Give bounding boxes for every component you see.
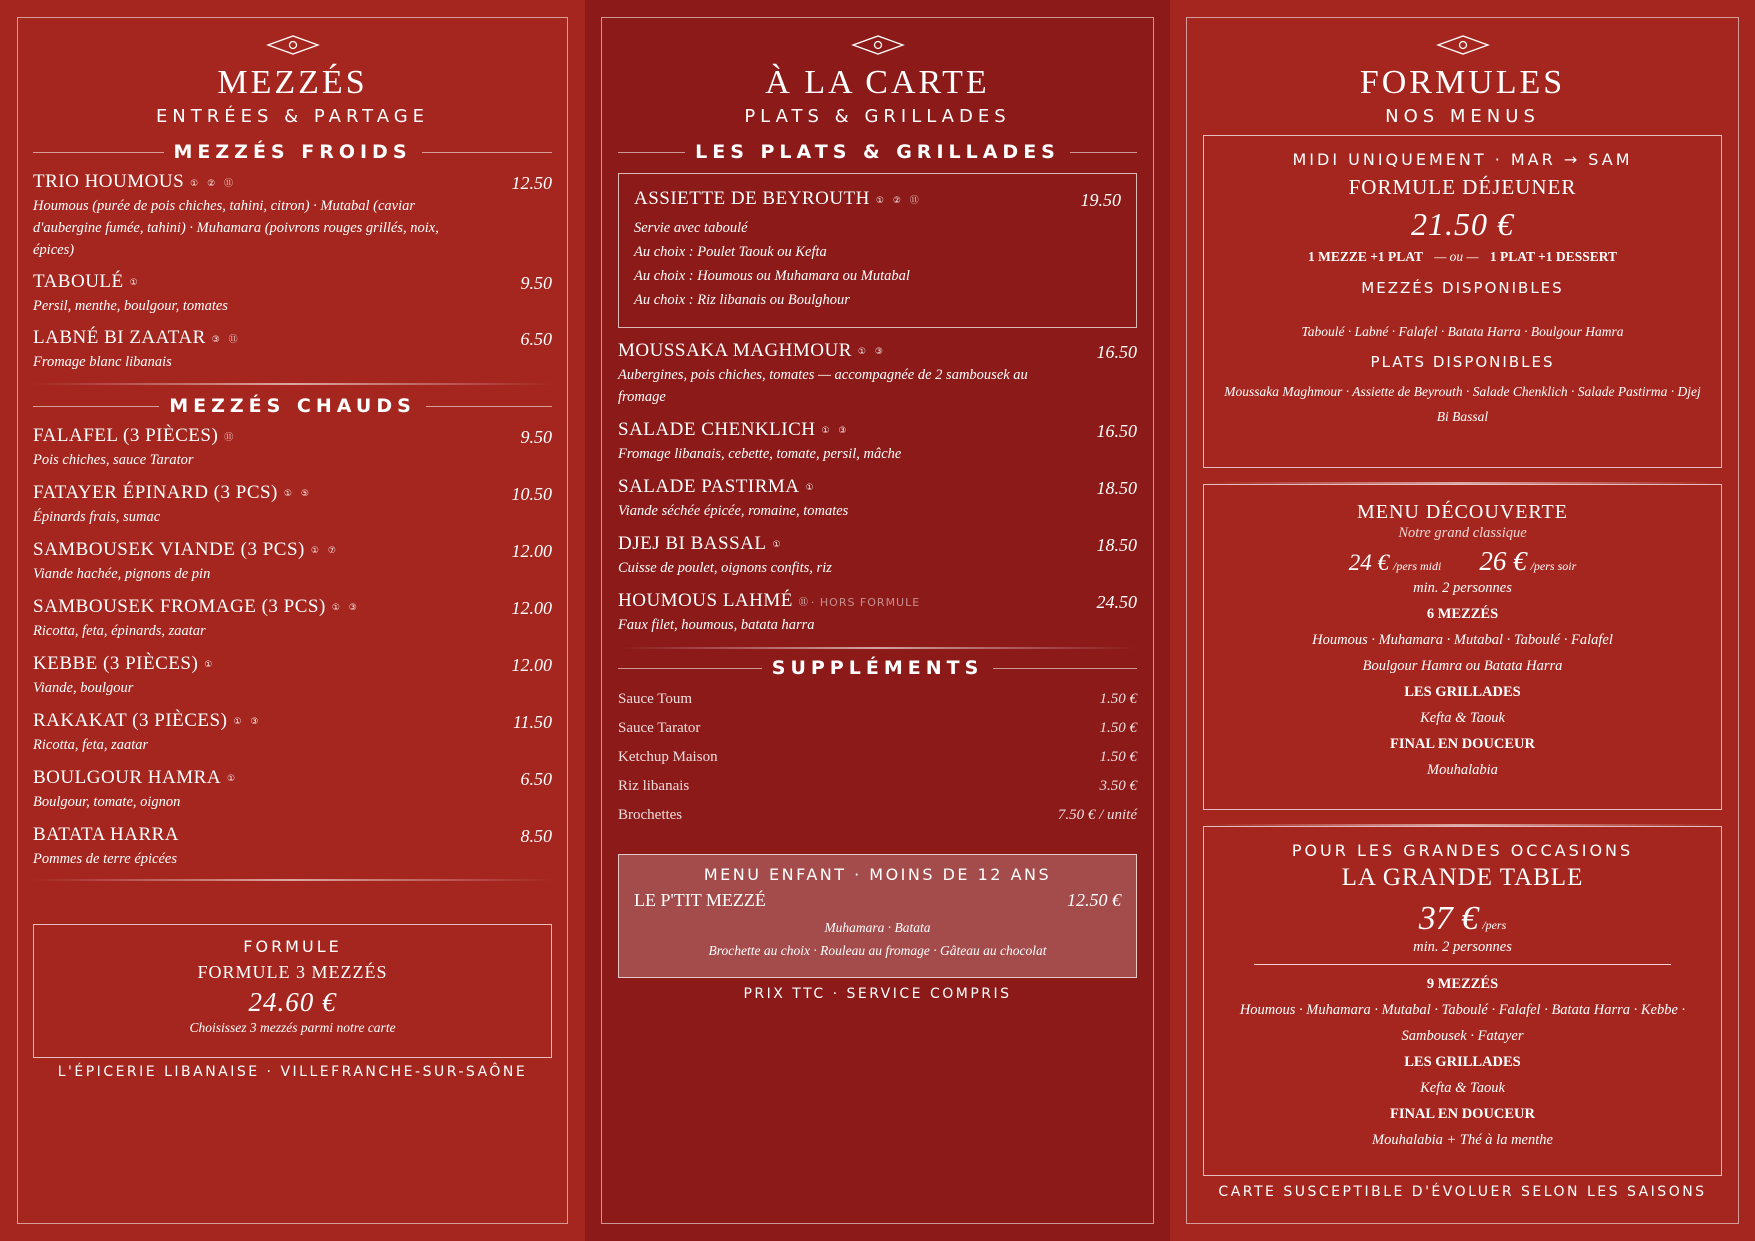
page-subtitle: ENTRÉES & PARTAGE <box>155 106 430 127</box>
menu-heading: FINAL EN DOUCEUR <box>1389 1106 1535 1122</box>
divider <box>33 383 552 385</box>
section-heading: SUPPLÉMENTS <box>618 655 1137 681</box>
supplement-row <box>618 749 1137 778</box>
item-name: BOULGOUR HAMRA <box>33 767 222 788</box>
decouverte-box <box>1203 484 1722 810</box>
menu-item <box>618 476 1137 522</box>
supplement-row <box>618 691 1137 720</box>
menu-line: Houmous · Muhamara · Mutabal · Taboulé · Falafel <box>1312 632 1613 648</box>
menu-line: Mouhalabia <box>1427 762 1498 778</box>
supplement-name: Riz libanais <box>618 778 690 794</box>
grande-table-box <box>1203 826 1722 1176</box>
item-price: 11.50 <box>512 712 552 732</box>
allergen-icons: ① <box>227 773 239 784</box>
item-price: 18.50 <box>1096 478 1137 498</box>
grande-price-row <box>1204 900 1721 938</box>
allergen-icons: ⑪ <box>798 598 811 608</box>
item-name: LABNÉ BI ZAATAR <box>33 327 206 348</box>
formule-price: 24.60 € <box>248 987 337 1017</box>
menu-item <box>33 425 552 471</box>
menu-heading: FINAL EN DOUCEUR <box>1389 736 1535 752</box>
decouverte-tagline: Notre grand classique <box>1398 525 1527 541</box>
item-price: 19.50 <box>1080 190 1121 210</box>
page-title: FORMULES <box>1359 64 1566 101</box>
panel-formules <box>1170 0 1755 1241</box>
item-price: 24.50 <box>1096 592 1137 612</box>
item-description: Cuisse de poulet, oignons confits, riz <box>618 560 832 576</box>
menu-heading: LES GRILLADES <box>1404 684 1521 700</box>
allergen-icons: ⑪ <box>224 433 237 443</box>
supplement-name: Sauce Toum <box>618 691 693 707</box>
supplement-name: Sauce Tarator <box>618 720 701 736</box>
hors-formule-label: · HORS FORMULE <box>810 596 921 609</box>
item-price: 8.50 <box>520 826 552 846</box>
allergen-icons: ① ③ <box>331 602 360 613</box>
item-name: SAMBOUSEK VIANDE (3 PCS) <box>33 539 305 560</box>
cold-list <box>33 171 552 373</box>
divider <box>1254 964 1671 965</box>
menu-item <box>33 539 552 585</box>
item-description: Fromage libanais, cebette, tomate, persil, mâche <box>618 446 902 462</box>
featured-line: Au choix : Riz libanais ou Boulghour <box>634 292 850 308</box>
item-description: Faux filet, houmous, batata harra <box>618 617 815 633</box>
decouverte-min: min. 2 personnes <box>1413 580 1512 596</box>
grande-min: min. 2 personnes <box>1413 939 1512 955</box>
plats-section <box>618 139 1137 836</box>
kids-price: 12.50 € <box>1067 890 1121 910</box>
allergen-icons: ① <box>772 539 784 550</box>
kids-menu-box <box>618 854 1137 978</box>
item-name: TRIO HOUMOUS <box>33 171 185 192</box>
menu-item <box>33 596 552 642</box>
supplement-row <box>618 807 1137 836</box>
item-name: TABOULÉ <box>33 271 124 292</box>
grande-price: 37 € <box>1418 900 1479 937</box>
featured-line: Au choix : Poulet Taouk ou Kefta <box>634 244 827 260</box>
item-price: 6.50 <box>520 769 552 789</box>
lunch-box <box>1203 135 1722 468</box>
kids-name: LE P'TIT MEZZÉ <box>634 890 766 910</box>
kids-item <box>634 890 1121 916</box>
menu-item <box>618 590 1137 636</box>
allergen-icons: ① ② ⑪ <box>190 179 237 189</box>
panel-carte <box>585 0 1170 1241</box>
plats-list: Moussaka Maghmour · Assiette de Beyrouth · Salade Chenklich · Salade Pastirma · Djej Bi Bassal <box>1224 384 1701 424</box>
menu-line: Kefta & Taouk <box>1420 710 1505 726</box>
allergen-icons: ① <box>129 277 141 288</box>
allergen-icons: ① ③ <box>233 716 262 727</box>
featured-lines <box>634 216 1121 312</box>
item-name: FATAYER ÉPINARD (3 PCS) <box>33 482 278 503</box>
item-name: ASSIETTE DE BEYROUTH <box>634 188 870 209</box>
lunch-price: 21.50 € <box>1411 206 1514 242</box>
item-price: 12.50 <box>511 173 552 193</box>
item-price: 6.50 <box>520 329 552 349</box>
page-title: À LA CARTE <box>765 64 990 101</box>
item-description: Pommes de terre épicées <box>33 851 178 867</box>
item-name: BATATA HARRA <box>33 824 180 845</box>
menu-item <box>33 767 552 813</box>
item-description: Ricotta, feta, zaatar <box>33 737 149 753</box>
menu-item <box>33 824 552 870</box>
item-name: SALADE CHENKLICH <box>618 419 816 440</box>
item-name: SAMBOUSEK FROMAGE (3 PCS) <box>33 596 326 617</box>
allergen-icons: ① ⑤ <box>283 488 312 499</box>
allergen-icons: ① ② ⑪ <box>875 196 922 206</box>
section-heading: MEZZÉS FROIDS <box>33 139 552 165</box>
lunch-name: FORMULE DÉJEUNER <box>1348 175 1577 199</box>
page-title: MEZZÉS <box>217 64 368 101</box>
kids-line: Brochette au choix · Rouleau au fromage · Gâteau au chocolat <box>708 943 1047 958</box>
page-subtitle: PLATS & GRILLADES <box>744 106 1011 127</box>
item-price: 9.50 <box>520 427 552 447</box>
item-price: 16.50 <box>1096 421 1137 441</box>
allergen-icons: ① ⑦ <box>310 545 339 556</box>
menu-heading: LES GRILLADES <box>1404 1054 1521 1070</box>
menu-item <box>33 171 552 261</box>
menu-item <box>33 327 552 373</box>
supplements-list <box>618 691 1137 836</box>
section-heading: MEZZÉS CHAUDS <box>33 393 552 419</box>
supplement-name: Brochettes <box>618 807 683 823</box>
menu-line: Boulgour Hamra ou Batata Harra <box>1362 658 1563 674</box>
item-price: 12.00 <box>511 655 552 675</box>
allergen-icons: ① ③ <box>857 346 886 357</box>
item-price: 12.00 <box>511 598 552 618</box>
item-description: Fromage blanc libanais <box>33 354 172 370</box>
lunch-combo: 1 MEZZE +1 PLAT — ou — 1 PLAT +1 DESSERT <box>1307 249 1617 264</box>
menu-line: Kefta & Taouk <box>1420 1080 1505 1096</box>
menu-item <box>33 271 552 317</box>
item-name: HOUMOUS LAHMÉ <box>618 590 793 611</box>
allergen-icons: ① <box>204 659 216 670</box>
menu-heading: 9 MEZZÉS <box>1426 976 1499 992</box>
allergen-icons: ③ ⑪ <box>211 335 241 345</box>
formule-name: FORMULE 3 MEZZÉS <box>197 962 388 982</box>
menu-item <box>618 340 1137 408</box>
item-description: Épinards frais, sumac <box>33 509 161 525</box>
item-name: MOUSSAKA MAGHMOUR <box>618 340 852 361</box>
divider <box>33 879 552 881</box>
plats-list <box>618 340 1137 636</box>
supplement-name: Ketchup Maison <box>618 749 718 765</box>
item-description: Boulgour, tomate, oignon <box>33 794 181 810</box>
item-description: Viande séchée épicée, romaine, tomates <box>618 503 849 519</box>
item-name: KEBBE (3 PIÈCES) <box>33 653 199 674</box>
menu-line: Houmous · Muhamara · Mutabal · Taboulé · Falafel · Batata Harra · Kebbe · Sambousek · Fatayer <box>1239 1002 1686 1044</box>
supplement-price: 3.50 € <box>1099 778 1137 794</box>
menu-heading: 6 MEZZÉS <box>1426 606 1499 622</box>
diamond-ornament-icon <box>851 34 905 56</box>
item-description: Persil, menthe, boulgour, tomates <box>33 298 228 314</box>
grande-unit: /pers <box>1482 918 1507 932</box>
item-name: SALADE PASTIRMA <box>618 476 800 497</box>
featured-item <box>634 188 1121 312</box>
diamond-ornament-icon <box>266 34 320 56</box>
supplement-row <box>618 778 1137 807</box>
page-subtitle: NOS MENUS <box>1385 106 1540 127</box>
formule-label: FORMULE <box>243 937 342 956</box>
kids-heading: MENU ENFANT · MOINS DE 12 ANS <box>703 865 1052 884</box>
item-price: 16.50 <box>1096 342 1137 362</box>
cold-section <box>33 139 552 885</box>
item-description: Viande, boulgour <box>33 680 134 696</box>
divider <box>618 647 1137 649</box>
item-description: Pois chiches, sauce Tarator <box>33 452 194 468</box>
item-name: RAKAKAT (3 PIÈCES) <box>33 710 228 731</box>
menu-item <box>33 482 552 528</box>
supplement-price: 1.50 € <box>1099 749 1137 765</box>
item-price: 12.00 <box>511 541 552 561</box>
formule-note: Choisissez 3 mezzés parmi notre carte <box>189 1020 396 1035</box>
mezze-heading: MEZZÉS DISPONIBLES <box>1361 279 1564 297</box>
supplement-price: 1.50 € <box>1099 691 1137 707</box>
kids-line: Muhamara · Batata <box>824 920 931 935</box>
item-description: Viande hachée, pignons de pin <box>33 566 211 582</box>
featured-line: Servie avec taboulé <box>634 220 748 236</box>
panel-mezzes <box>0 0 585 1241</box>
diamond-ornament-icon <box>1436 34 1490 56</box>
section-heading: LES PLATS & GRILLADES <box>618 139 1137 165</box>
featured-box <box>618 173 1137 328</box>
featured-line: Au choix : Houmous ou Muhamara ou Mutabal <box>634 268 910 284</box>
lunch-tag: MIDI UNIQUEMENT · MAR → SAM <box>1292 150 1633 169</box>
item-description: Aubergines, pois chiches, tomates — accompagnée de 2 sambousek au fromage <box>618 367 1028 405</box>
menu-item <box>33 710 552 756</box>
item-price: 10.50 <box>511 484 552 504</box>
item-description: Ricotta, feta, épinards, zaatar <box>33 623 206 639</box>
supplement-price: 1.50 € <box>1099 720 1137 736</box>
item-price: 18.50 <box>1096 535 1137 555</box>
footer: CARTE SUSCEPTIBLE D'ÉVOLUER SELON LES SAISONS <box>1218 1184 1707 1200</box>
formule-box <box>33 924 552 1058</box>
supplement-row <box>618 720 1137 749</box>
menu-item <box>618 419 1137 465</box>
item-price: 9.50 <box>520 273 552 293</box>
plats-heading: PLATS DISPONIBLES <box>1370 353 1555 371</box>
mezze-list: Taboulé · Labné · Falafel · Batata Harra · Boulgour Hamra <box>1301 324 1624 339</box>
footer: PRIX TTC · SERVICE COMPRIS <box>743 986 1012 1002</box>
hot-list <box>33 425 552 870</box>
menu-item <box>618 533 1137 579</box>
grande-tag: POUR LES GRANDES OCCASIONS <box>1291 841 1634 860</box>
item-name: DJEJ BI BASSAL <box>618 533 767 554</box>
menu-line: Mouhalabia + Thé à la menthe <box>1372 1132 1553 1148</box>
allergen-icons: ① <box>805 482 817 493</box>
decouverte-name: MENU DÉCOUVERTE <box>1356 501 1568 523</box>
item-description: Houmous (purée de pois chiches, tahini, citron) · Mutabal (caviar d'aubergine fumée, tahini) · Muhamara (poivrons rouges grillés, noix, épices) <box>33 198 439 258</box>
menu-item <box>33 653 552 699</box>
supplement-price: 7.50 € / unité <box>1057 807 1137 823</box>
decouverte-prices: 24 € /pers midi 26 € /pers soir <box>1348 546 1577 576</box>
grande-name: LA GRANDE TABLE <box>1341 864 1584 891</box>
allergen-icons: ① ③ <box>821 425 850 436</box>
footer: L'ÉPICERIE LIBANAISE · VILLEFRANCHE-SUR-SAÔNE <box>57 1064 528 1080</box>
item-name: FALAFEL (3 PIÈCES) <box>33 425 219 446</box>
